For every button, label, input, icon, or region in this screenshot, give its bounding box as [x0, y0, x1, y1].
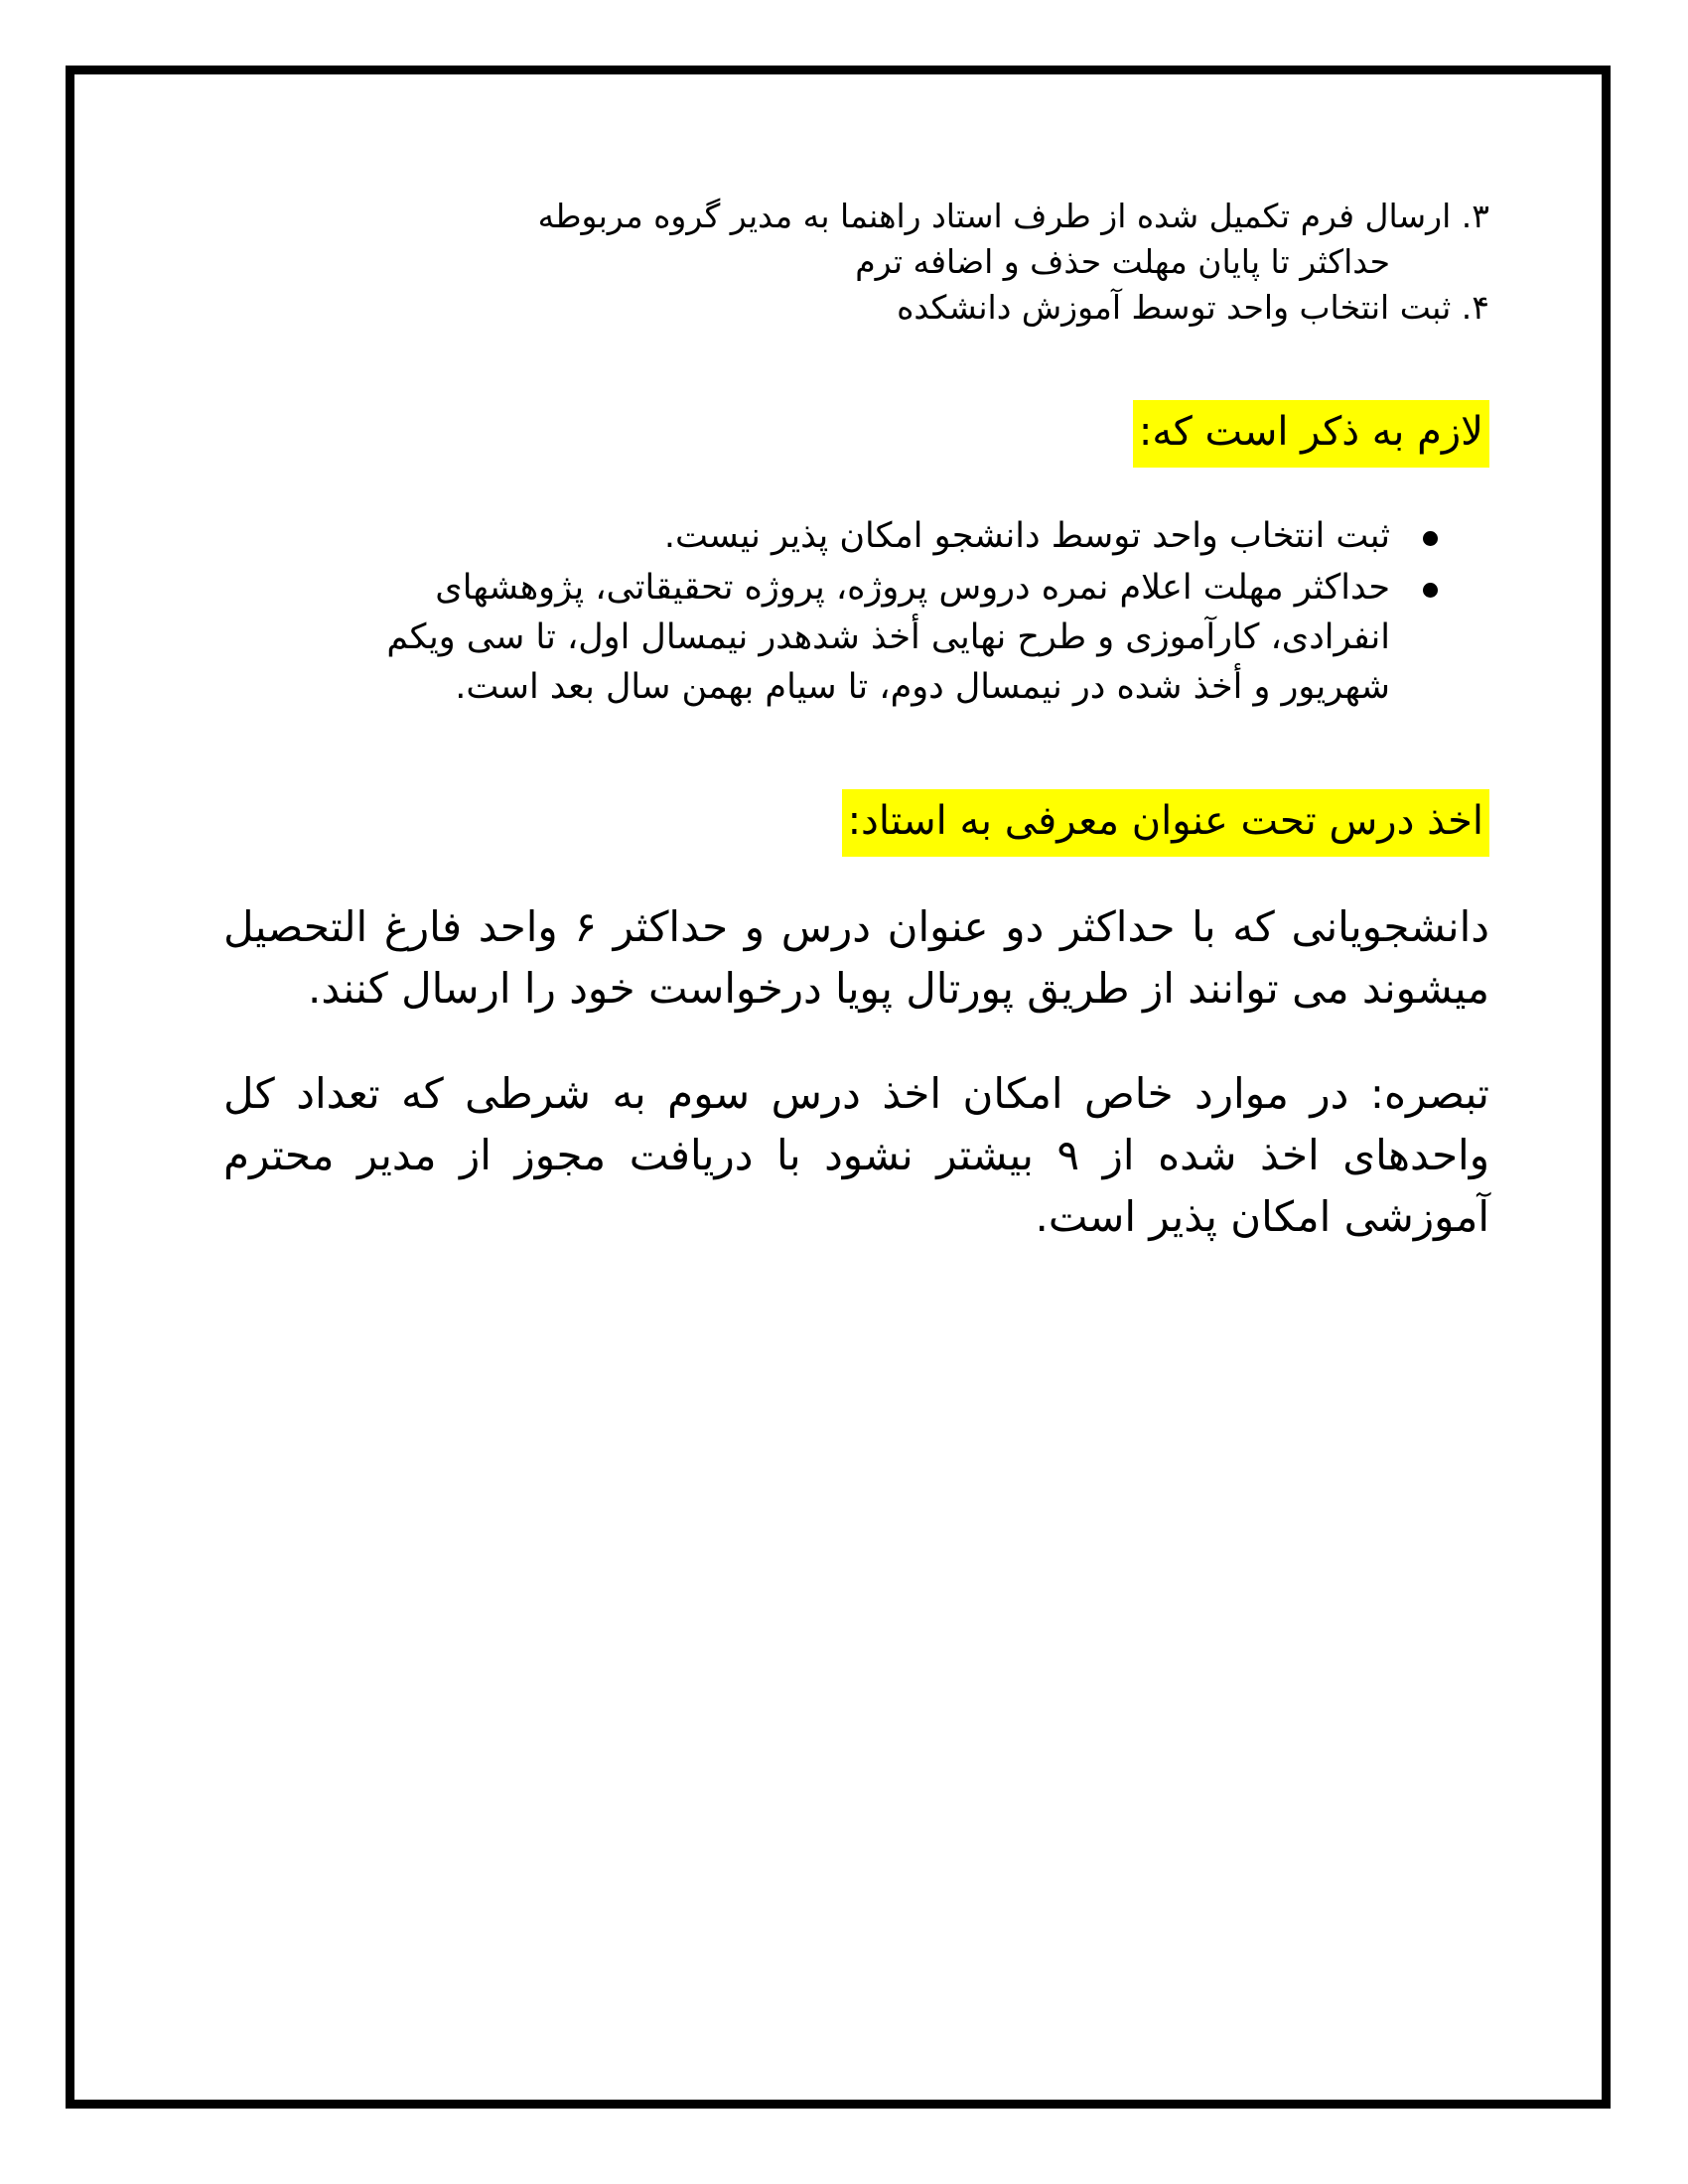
- notice-list: [223, 511, 1489, 712]
- notice-item: [352, 563, 1390, 712]
- instructor-course-note: تبصره: در موارد خاص امکان اخذ درس سوم به شرطی که تعداد کل واحدهای اخذ شده از ۹ بیشتر نشود با دریافت مجوز از مدیر محترم آموزشی امکان پذیر است.: [223, 1069, 1489, 1241]
- step-continuation: حداکثر تا پایان مهلت حذف و اضافه ترم: [855, 242, 1390, 281]
- step-number: ۳.: [1461, 197, 1489, 235]
- instructor-course-paragraph: دانشجویانی که با حداکثر دو عنوان درس و حداکثر ۶ واحد فارغ التحصیل میشوند می توانند از طریق پورتال پویا درخواست خود را ارسال کنند.: [223, 902, 1489, 1013]
- instructor-course-heading-wrap: [223, 753, 1489, 857]
- step-number: ۴.: [1461, 288, 1489, 327]
- bullet-icon: [1423, 583, 1438, 598]
- step-text: ثبت انتخاب واحد توسط آموزش دانشکده: [897, 288, 1452, 327]
- notice-item: [352, 511, 1390, 561]
- notice-heading-wrap: [223, 364, 1489, 468]
- step-item: [223, 285, 1489, 331]
- step-item: [223, 194, 1489, 285]
- bullet-icon: [1423, 531, 1438, 546]
- procedure-steps: [223, 194, 1489, 331]
- notice-item-text: حداکثر مهلت اعلام نمره دروس پروژه، پروژه تحقیقاتی، پژوهشهای انفرادی، کارآموزی و طرح نهایی أخذ شدهدر نیمسال اول، تا سی ویکم شهریور و أخذ شده در نیمسال دوم، تا سیام بهمن سال بعد است.: [386, 568, 1390, 707]
- document-body: [223, 194, 1489, 1248]
- notice-item-text: ثبت انتخاب واحد توسط دانشجو امکان پذیر نیست.: [663, 516, 1390, 556]
- step-text: ارسال فرم تکمیل شده از طرف استاد راهنما به مدیر گروه مربوطه: [537, 197, 1452, 235]
- instructor-course-heading: اخذ درس تحت عنوان معرفی به استاد:: [842, 789, 1489, 857]
- notice-heading: لازم به ذکر است که:: [1133, 400, 1489, 468]
